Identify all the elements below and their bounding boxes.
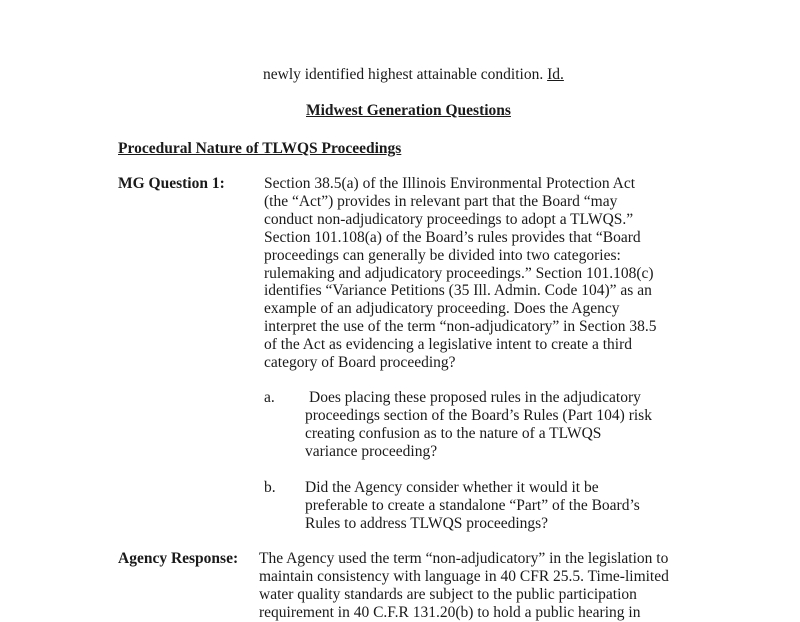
question-line: example of an adjudicatory proceeding. Does the Agency <box>264 300 620 318</box>
sub-item-line: preferable to create a standalone “Part” of the Board’s <box>305 496 640 514</box>
question-line: interpret the use of the term “non-adjudicatory” in Section 38.5 <box>264 318 657 336</box>
sub-item-line: variance proceeding? <box>305 442 438 460</box>
section-title: Midwest Generation Questions <box>306 102 511 119</box>
response-line: The Agency used the term “non-adjudicatory” in the legislation to <box>259 550 669 567</box>
sub-item-b-body <box>305 479 640 533</box>
question-line: Section 101.108(a) of the Board’s rules provides that “Board <box>264 228 641 246</box>
question-line: conduct non-adjudicatory proceedings to adopt a TLWQS.” <box>264 210 634 228</box>
sub-item-line: Did the Agency consider whether it would it be <box>305 479 599 496</box>
question-line: (the “Act”) provides in relevant part that the Board “may <box>264 192 618 210</box>
response-body <box>259 550 669 622</box>
intro-citation: Id. <box>547 66 564 83</box>
response-line: water quality standards are subject to the public participation <box>259 585 637 603</box>
question-line: category of Board proceeding? <box>264 354 456 372</box>
question-line: Section 38.5(a) of the Illinois Environmental Protection Act <box>264 175 636 192</box>
question-line: rulemaking and adjudicatory proceedings.” Section 101.108(c) <box>264 264 654 282</box>
sub-item-line: proceedings section of the Board’s Rules (Part 104) risk <box>305 406 652 424</box>
sub-item-line: creating confusion as to the nature of a TLWQS <box>305 424 602 442</box>
sub-item-b-marker: b. <box>264 479 276 496</box>
question-line: of the Act as evidencing a legislative intent to create a third <box>264 336 632 354</box>
sub-item-a-marker: a. <box>264 389 275 406</box>
sub-item-line: Rules to address TLWQS proceedings? <box>305 514 549 532</box>
intro-line <box>263 66 564 84</box>
question-line: identifies “Variance Petitions (35 Ill. Admin. Code 104)” as an <box>264 282 652 300</box>
subsection-title: Procedural Nature of TLWQS Proceedings <box>118 140 402 157</box>
response-line: requirement in 40 C.F.R 131.20(b) to hold a public hearing in <box>259 603 641 621</box>
response-line: maintain consistency with language in 40 CFR 25.5. Time-limited <box>259 567 669 585</box>
question-body <box>264 175 657 372</box>
sub-item-a-body <box>305 389 652 461</box>
response-label: Agency Response: <box>118 550 239 567</box>
intro-text: newly identified highest attainable condition. <box>263 66 548 83</box>
question-label: MG Question 1: <box>118 175 225 192</box>
question-line: proceedings can generally be divided into two categories: <box>264 246 621 264</box>
sub-item-line: Does placing these proposed rules in the adjudicatory <box>309 389 641 406</box>
